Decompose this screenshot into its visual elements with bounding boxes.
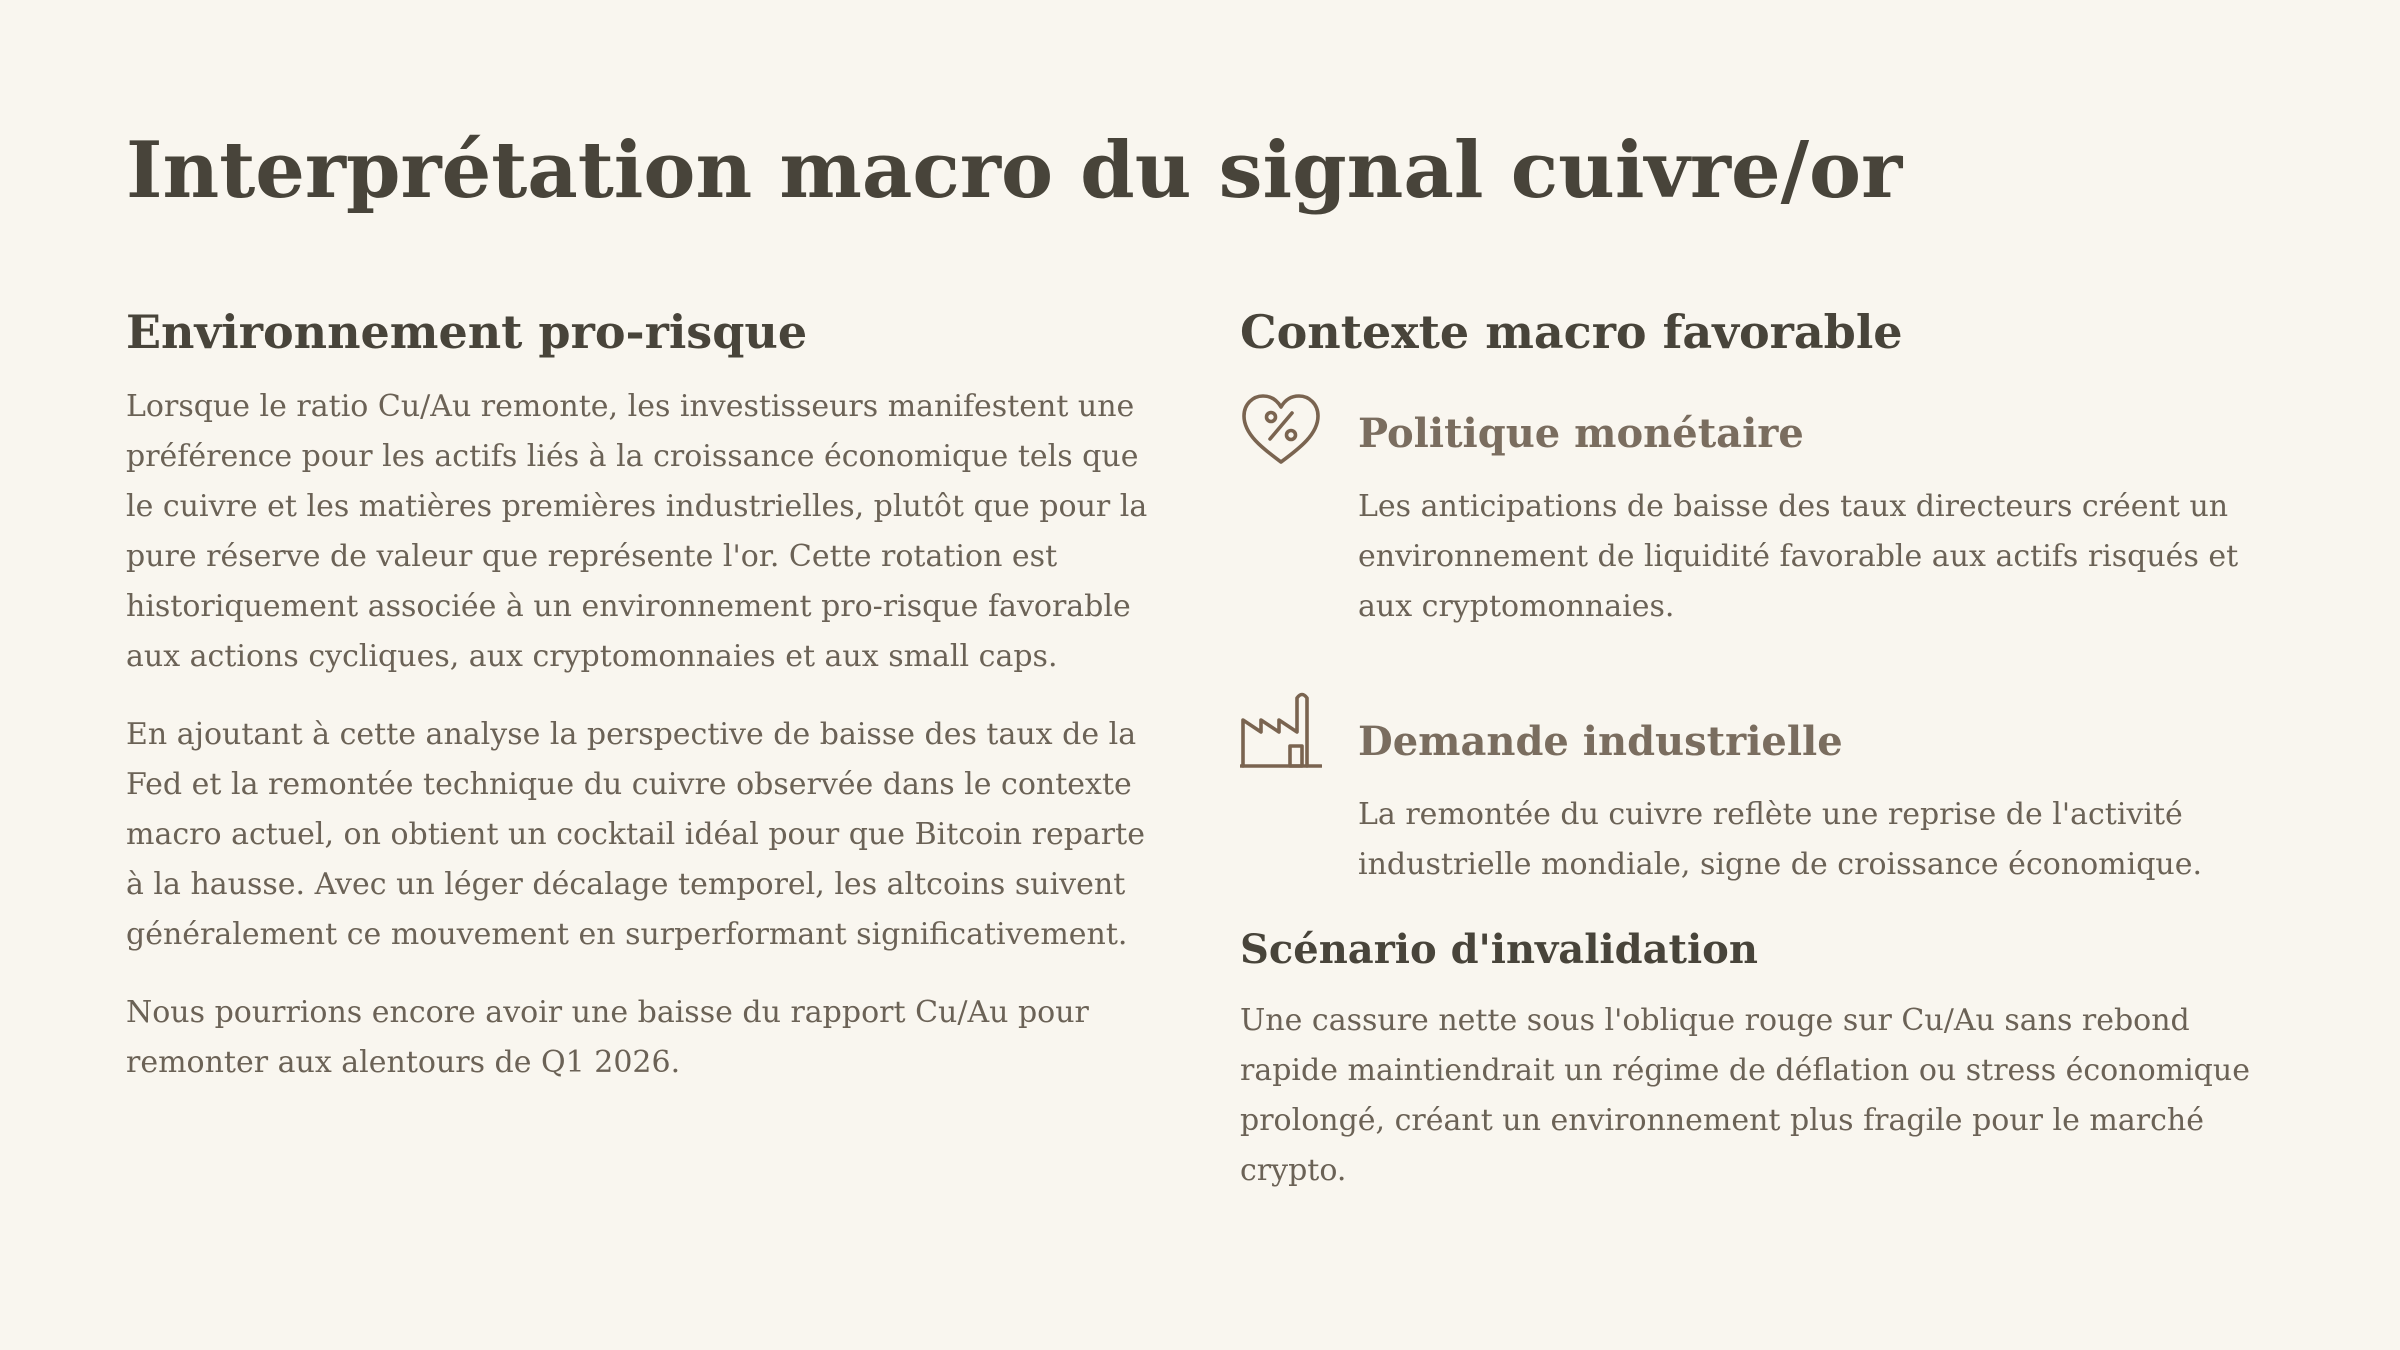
item-monetary-policy bbox=[1240, 400, 2280, 632]
item-text-industrial-demand: La remontée du cuivre reflète une reprise de l'activité industrielle mondiale, signe de croissance économique. bbox=[1358, 797, 2203, 883]
item-industrial-demand bbox=[1240, 698, 2280, 890]
item-text-monetary-policy: Les anticipations de baisse des taux directeurs créent un environnement de liquidité favorable aux actifs risqués et aux cryptomonnaies. bbox=[1358, 489, 2239, 625]
item-title-monetary-policy: Politique monétaire bbox=[1358, 410, 1804, 458]
section-heading-macro: Contexte macro favorable bbox=[1240, 305, 1903, 359]
paragraph-1: Lorsque le ratio Cu/Au remonte, les investisseurs manifestent une préférence pour les actifs liés à la croissance économique tels que le cuivre et les matières premières industrielles, plutôt que pour la pure réserve de valeur que représente l'or. Cette rotation est historiquement associée à un environnement pro-risque favorable aux actions cycliques, aux cryptomonnaies et aux small caps. bbox=[126, 389, 1148, 675]
section-heading-invalidation: Scénario d'invalidation bbox=[1240, 926, 1758, 974]
item-title-industrial-demand: Demande industrielle bbox=[1358, 718, 1843, 766]
page-title: Interprétation macro du signal cuivre/or bbox=[126, 125, 1903, 216]
right-column bbox=[1240, 305, 2280, 1196]
paragraph-2: En ajoutant à cette analyse la perspective de baisse des taux de la Fed et la remontée technique du cuivre observée dans le contexte macro actuel, on obtient un cocktail idéal pour que Bitcoin reparte à la hausse. Avec un léger décalage temporel, les altcoins suivent généralement ce mouvement en surperformant significativement. bbox=[126, 717, 1145, 953]
left-column bbox=[126, 305, 1166, 1088]
paragraph-3: Nous pourrions encore avoir une baisse du rapport Cu/Au pour remonter aux alentours de Q1 2026. bbox=[126, 995, 1089, 1081]
heart-percent-icon bbox=[1240, 390, 1322, 472]
factory-icon bbox=[1240, 688, 1322, 770]
invalidation-text: Une cassure nette sous l'oblique rouge sur Cu/Au sans rebond rapide maintiendrait un régime de déflation ou stress économique prolongé, créant un environnement plus fragile pour le marché crypto. bbox=[1240, 1003, 2250, 1189]
section-heading-pro-risk: Environnement pro-risque bbox=[126, 305, 808, 359]
